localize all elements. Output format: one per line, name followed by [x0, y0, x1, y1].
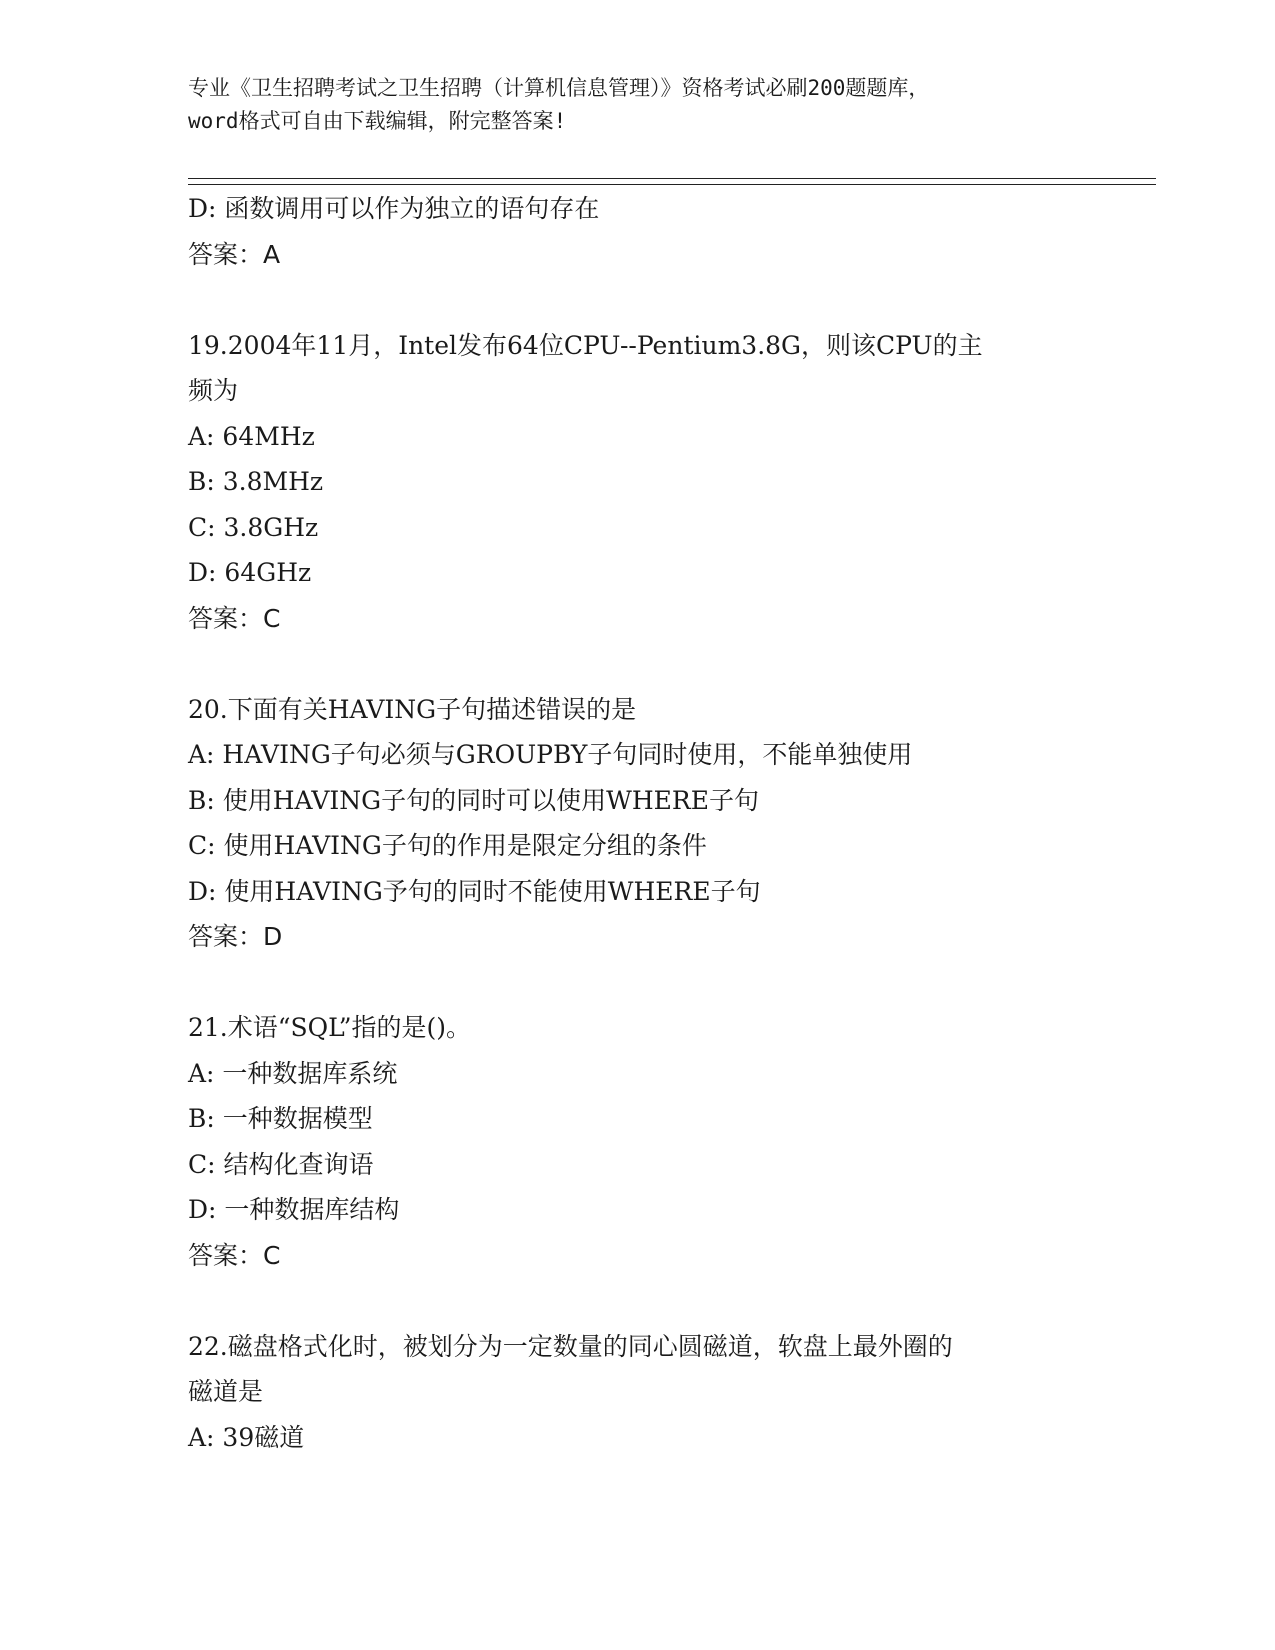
question-stem-continued: 频为: [188, 376, 239, 405]
answer-line: 答案：A: [188, 239, 281, 269]
option-a: A: 一种数据库系统: [188, 1058, 398, 1088]
question-stem: 22.磁盘格式化时，被划分为一定数量的同心圆磁道，软盘上最外圈的: [188, 1331, 953, 1361]
spacer: [188, 960, 1148, 1006]
answer-line: 答案：D: [188, 922, 283, 951]
spacer: [188, 641, 1148, 687]
question-22: [188, 1324, 1148, 1461]
document-header: [188, 72, 1088, 138]
answer-line: 答案：C: [188, 1240, 281, 1270]
question-21: [188, 1005, 1148, 1278]
question-stem: 19.2004年11月，Intel发布64位CPU--Pentium3.8G，则该CPU的主: [188, 330, 983, 360]
answer-line: 答案：C: [188, 603, 281, 633]
option-b: B: 一种数据模型: [188, 1104, 373, 1133]
option-a: A: HAVING子句必须与GROUPBY子句同时使用，不能单独使用: [188, 740, 913, 769]
question-stem: 21.术语“SQL”指的是()。: [188, 1013, 472, 1042]
option-d: D: 使用HAVING予句的同时不能使用WHERE子句: [188, 876, 761, 906]
header-line-1: 专业《卫生招聘考试之卫生招聘（计算机信息管理）》资格考试必刷200题题库，: [188, 76, 930, 100]
option-c: C: 使用HAVING子句的作用是限定分组的条件: [188, 831, 707, 860]
option-c: C: 结构化查询语: [188, 1149, 374, 1179]
option-d: D: 一种数据库结构: [188, 1195, 400, 1224]
option-d: D: 函数调用可以作为独立的语句存在: [188, 194, 600, 223]
header-divider-top: [188, 178, 1156, 179]
spacer: [188, 1278, 1148, 1324]
option-b: B: 使用HAVING子句的同时可以使用WHERE子句: [188, 785, 759, 815]
option-c: C: 3.8GHz: [188, 512, 319, 542]
question-20: [188, 687, 1148, 960]
question-stem-continued: 磁道是: [188, 1377, 264, 1406]
header-divider-bottom: [188, 184, 1156, 185]
question-19: [188, 323, 1148, 642]
option-d: D: 64GHz: [188, 558, 312, 587]
question-list: [188, 186, 1148, 1460]
question-18-tail: [188, 186, 1148, 277]
question-stem: 20.下面有关HAVING子句描述错误的是: [188, 694, 637, 724]
option-b: B: 3.8MHz: [188, 467, 324, 496]
header-line-2: word格式可自由下载编辑，附完整答案!: [188, 109, 567, 133]
option-a: A: 39磁道: [188, 1422, 305, 1452]
spacer: [188, 277, 1148, 323]
option-a: A: 64MHz: [188, 421, 315, 451]
